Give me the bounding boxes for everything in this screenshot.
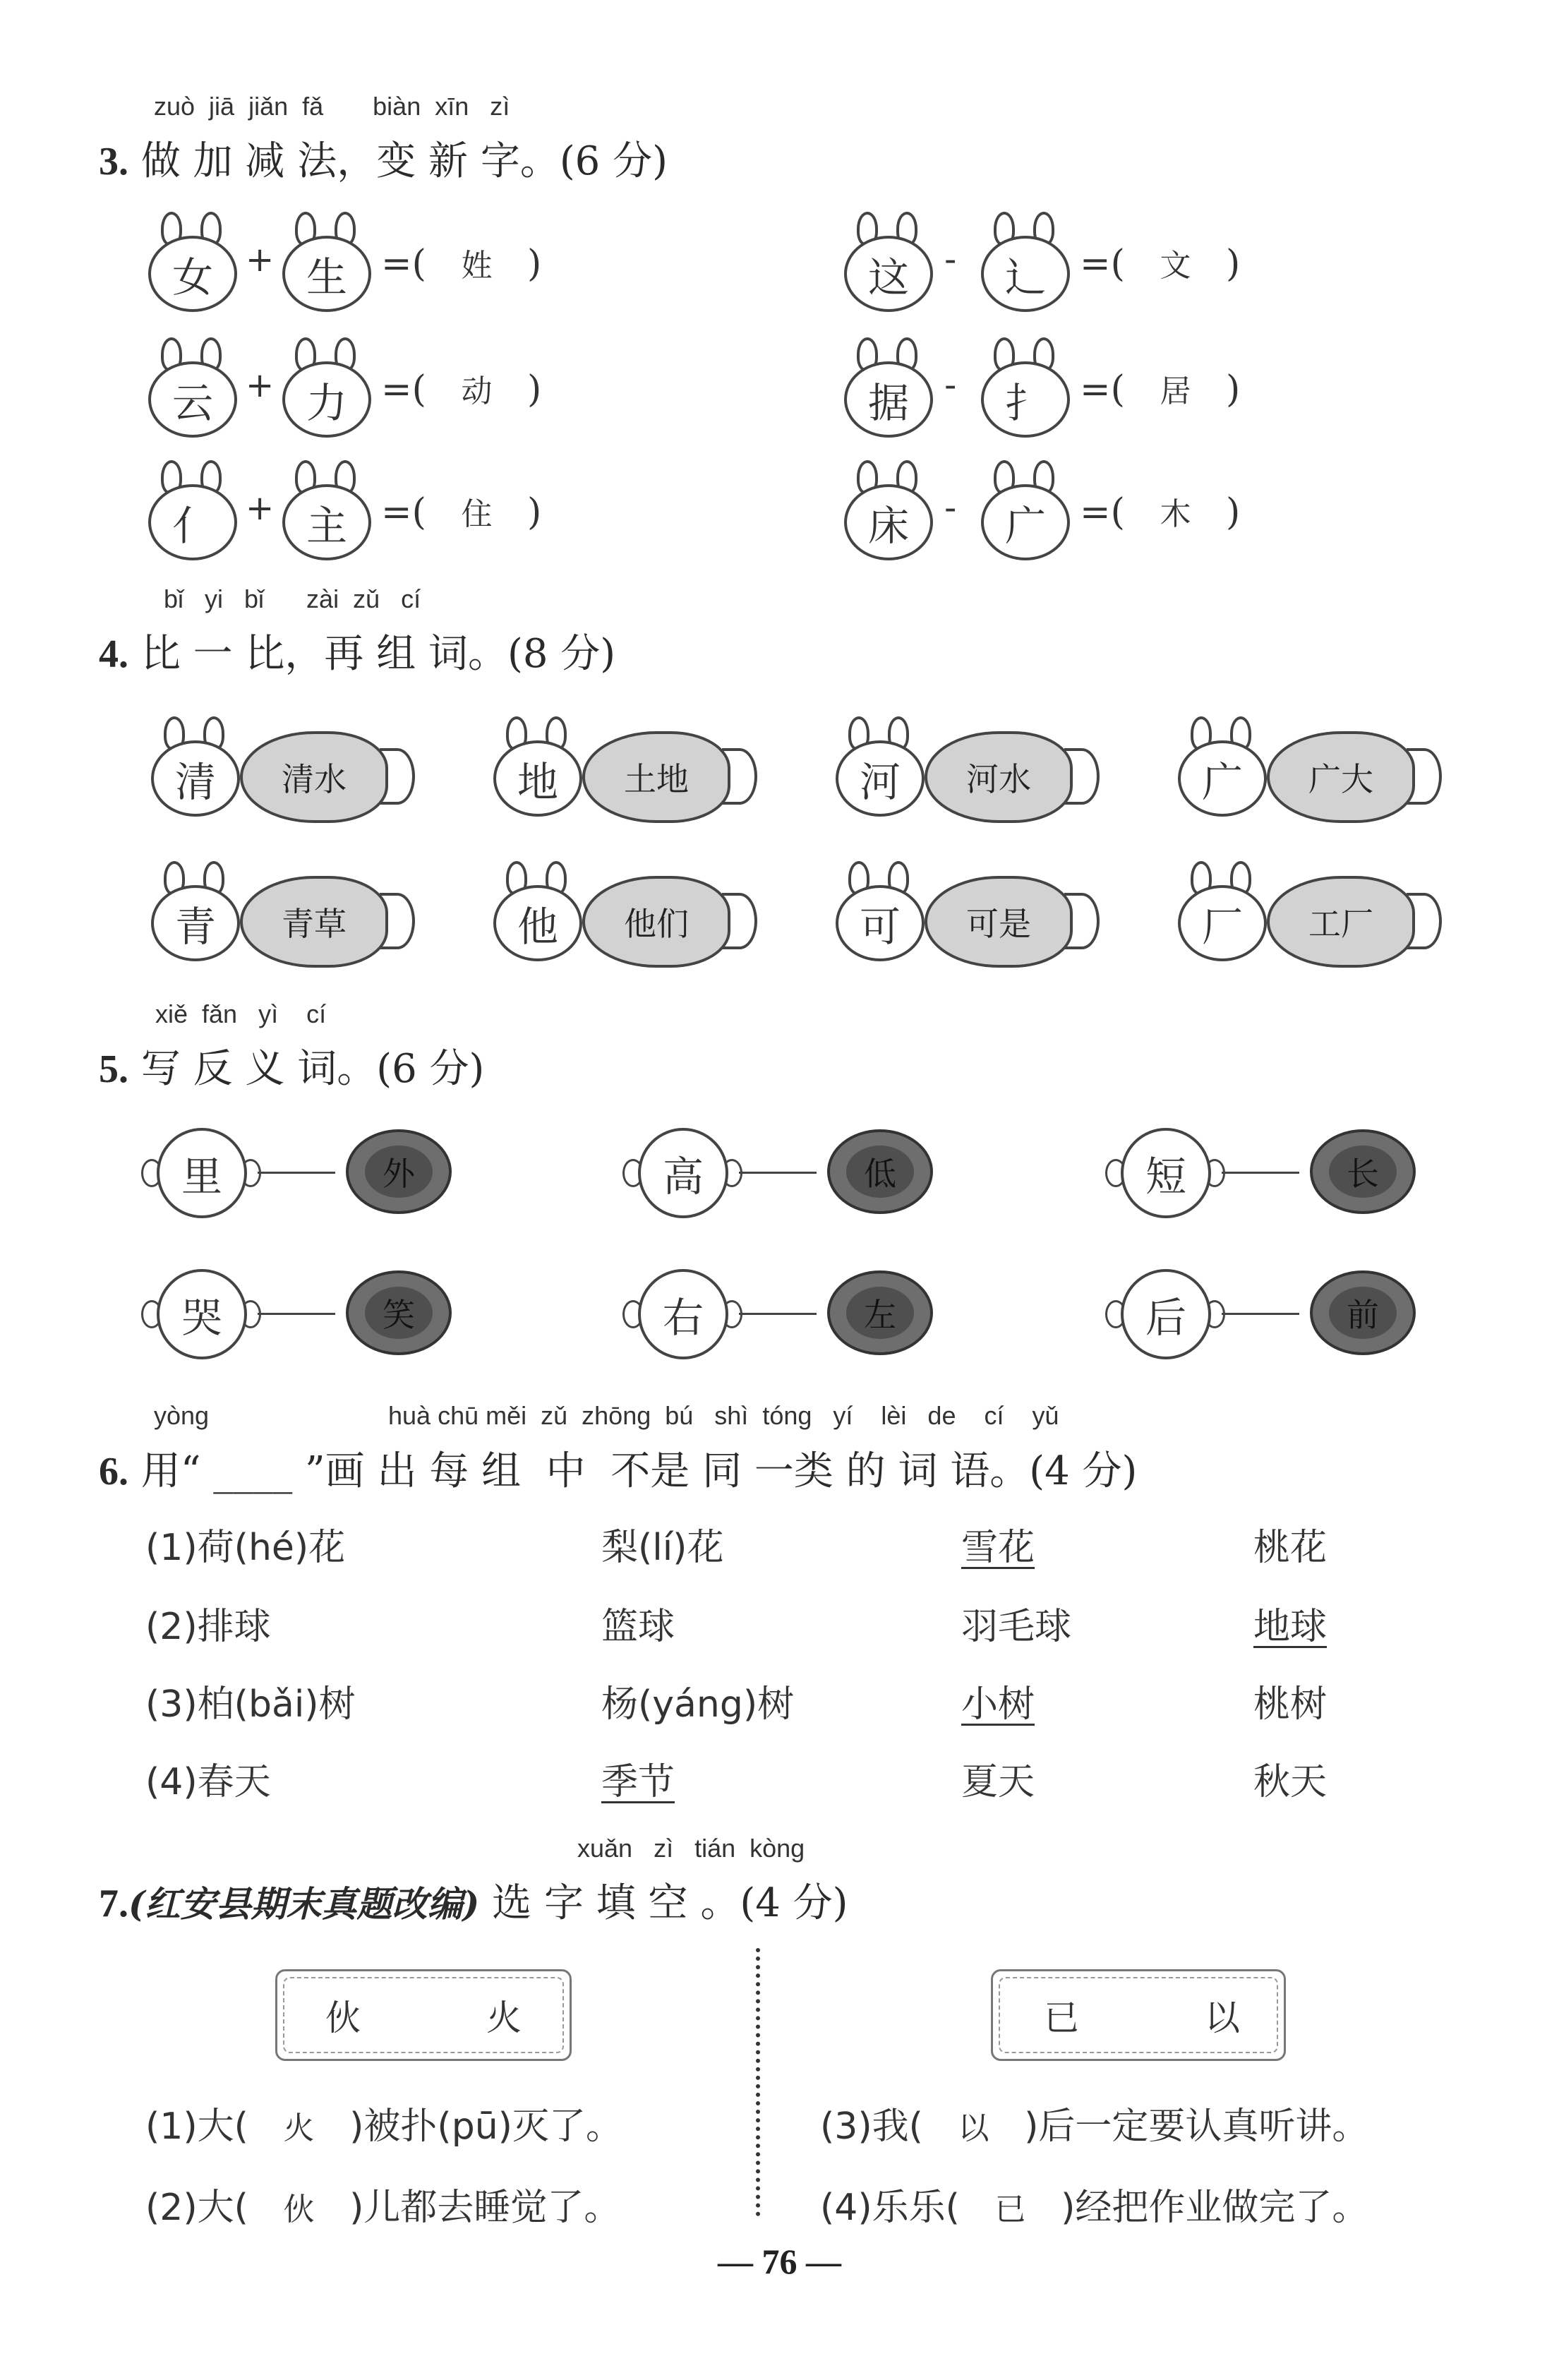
nest-answer-box xyxy=(1310,1270,1416,1355)
option: 梨(lí)花 xyxy=(601,1527,724,1569)
answer: 动 xyxy=(461,373,493,409)
q5-title: 写 反 义 词。(6 分) xyxy=(140,1046,485,1092)
q7-pinyin: xuǎn zì tián kòng xyxy=(577,1834,805,1863)
q5-heading xyxy=(99,1038,484,1094)
q3-number: 3. xyxy=(99,140,128,184)
word-answer: 他们 xyxy=(582,876,730,968)
option: (4)春天 xyxy=(145,1761,271,1803)
q3-heading xyxy=(99,130,668,186)
q6-number: 6. xyxy=(99,1450,128,1493)
option: 秋天 xyxy=(1253,1761,1328,1803)
choice-box-right xyxy=(991,1969,1286,2061)
bunny-char-box xyxy=(833,861,932,967)
q7-title: 选 字 填 空 。(4 分) xyxy=(492,1880,848,1926)
base-char: 厂 xyxy=(1178,885,1267,961)
q5-number: 5. xyxy=(99,1047,128,1091)
option: 篮球 xyxy=(601,1606,675,1648)
nest-answer-box xyxy=(1310,1129,1416,1214)
bunny-char-box xyxy=(148,716,247,822)
dotted-divider xyxy=(756,1948,760,2216)
operand-b: 主 xyxy=(282,484,371,560)
nest-answer-box xyxy=(346,1270,452,1355)
operand-a: 云 xyxy=(148,361,237,438)
word-answer: 清水 xyxy=(240,731,388,823)
minus-sign: - xyxy=(944,240,957,280)
antonym-answer: 外 xyxy=(365,1146,433,1198)
bunny-char-box xyxy=(978,212,1077,318)
sentence-text: (1)大( xyxy=(145,2105,248,2148)
connector-dash xyxy=(739,1313,817,1315)
operand-a: 据 xyxy=(844,361,933,438)
sentence-text: (3)我( xyxy=(820,2105,923,2148)
q5-pinyin: xiě fǎn yì cí xyxy=(155,999,327,1028)
word-answer: 工厂 xyxy=(1267,876,1415,968)
answer: 已 xyxy=(994,2192,1026,2228)
connector-dash xyxy=(1222,1313,1299,1315)
base-char: 地 xyxy=(493,740,582,817)
chick-char-box xyxy=(622,1265,742,1364)
bunny-char-box xyxy=(841,460,940,566)
sentence-3 xyxy=(820,2096,1368,2149)
bunny-char-box xyxy=(279,460,378,566)
q4-number: 4. xyxy=(99,632,128,676)
sentence-text: (4)乐乐( xyxy=(820,2187,960,2229)
plus-sign: + xyxy=(246,240,275,280)
antonym-answer: 长 xyxy=(1329,1146,1397,1198)
word-answer: 河水 xyxy=(925,731,1073,823)
base-char: 广 xyxy=(1178,740,1267,817)
base-char: 清 xyxy=(151,740,240,817)
option: (1)荷(hé)花 xyxy=(145,1527,346,1569)
word-answer: 土地 xyxy=(582,731,730,823)
carrot-word-box xyxy=(1267,727,1443,826)
equals-paren: =( 居 ) xyxy=(1080,368,1241,411)
bunny-char-box xyxy=(145,212,244,318)
bunny-char-box xyxy=(978,337,1077,443)
equals-paren: =( 姓 ) xyxy=(381,243,542,285)
operand-b: 生 xyxy=(282,236,371,312)
bunny-char-box xyxy=(1175,861,1274,967)
sentence-1 xyxy=(145,2096,622,2149)
operand-b: 广 xyxy=(981,484,1070,560)
q4-heading xyxy=(99,623,615,679)
sentence-text: )后一定要认真听讲。 xyxy=(1024,2105,1369,2148)
nest-answer-box xyxy=(827,1270,933,1355)
bunny-char-box xyxy=(279,337,378,443)
minus-sign: - xyxy=(944,488,957,528)
minus-sign: - xyxy=(944,366,957,405)
q7-heading xyxy=(99,1872,848,1928)
given-word: 里 xyxy=(157,1128,247,1218)
chick-char-box xyxy=(622,1124,742,1222)
connector-dash xyxy=(739,1172,817,1174)
carrot-word-box xyxy=(1267,872,1443,970)
q6-heading xyxy=(99,1440,1137,1496)
option: 桃花 xyxy=(1253,1527,1328,1569)
word-answer: 青草 xyxy=(240,876,388,968)
operand-a: 床 xyxy=(844,484,933,560)
q4-pinyin: bǐ yi bǐ zài zǔ cí xyxy=(164,584,421,613)
operand-a: 亻 xyxy=(148,484,237,560)
q7-source: (红安县期末真题改编) xyxy=(128,1883,480,1925)
q7-number: 7. xyxy=(99,1882,128,1925)
equals-paren: =( 文 ) xyxy=(1080,243,1241,285)
equals-paren: =( 住 ) xyxy=(381,491,542,534)
sentence-2 xyxy=(145,2177,620,2230)
operand-a: 这 xyxy=(844,236,933,312)
nest-answer-box xyxy=(346,1129,452,1214)
choice-char: 伙 xyxy=(325,1997,361,2038)
sentence-text: )儿都去睡觉了。 xyxy=(349,2187,621,2229)
answer: 住 xyxy=(461,496,493,532)
q3-title: 做 加 减 法，变 新 字。(6 分) xyxy=(140,138,668,184)
chick-char-box xyxy=(1105,1265,1225,1364)
base-char: 河 xyxy=(836,740,925,817)
operand-b: 扌 xyxy=(981,361,1070,438)
choice-char: 已 xyxy=(1044,1997,1079,2038)
answer: 以 xyxy=(958,2110,989,2146)
carrot-word-box xyxy=(240,872,416,970)
chick-char-box xyxy=(141,1124,261,1222)
bunny-char-box xyxy=(1175,716,1274,822)
answer: 文 xyxy=(1160,248,1191,284)
bunny-char-box xyxy=(145,337,244,443)
given-word: 右 xyxy=(638,1269,728,1359)
option: 羽毛球 xyxy=(961,1606,1072,1648)
bunny-char-box xyxy=(279,212,378,318)
option-underlined: 雪花 xyxy=(961,1527,1035,1569)
q6-title: 用“ ____ ”画 出 每 组 中 不是 同 一类 的 词 语。(4 分) xyxy=(140,1448,1138,1494)
q6-pinyin-yong: yòng xyxy=(154,1401,210,1430)
answer: 木 xyxy=(1160,496,1191,532)
antonym-answer: 左 xyxy=(846,1287,914,1339)
base-char: 他 xyxy=(493,885,582,961)
bunny-char-box xyxy=(145,460,244,566)
chick-char-box xyxy=(141,1265,261,1364)
sentence-4 xyxy=(820,2177,1368,2230)
option: (2)排球 xyxy=(145,1606,271,1648)
antonym-answer: 低 xyxy=(846,1146,914,1198)
bunny-char-box xyxy=(490,861,589,967)
carrot-word-box xyxy=(240,727,416,826)
choice-char: 以 xyxy=(1205,1997,1240,2038)
q4-title: 比 一 比，再 组 词。(8 分) xyxy=(140,631,616,677)
bunny-char-box xyxy=(490,716,589,822)
connector-dash xyxy=(1222,1172,1299,1174)
option: (3)柏(bǎi)树 xyxy=(145,1683,356,1726)
bunny-char-box xyxy=(833,716,932,822)
page-number: — 76 — xyxy=(718,2242,841,2281)
given-word: 短 xyxy=(1121,1128,1211,1218)
option: 杨(yáng)树 xyxy=(601,1683,795,1726)
choice-char: 火 xyxy=(486,1997,522,2038)
option: 夏天 xyxy=(961,1761,1035,1803)
connector-dash xyxy=(258,1313,335,1315)
equals-paren: =( 动 ) xyxy=(381,368,542,411)
carrot-word-box xyxy=(582,727,759,826)
answer: 伙 xyxy=(283,2192,315,2228)
bunny-char-box xyxy=(841,212,940,318)
given-word: 哭 xyxy=(157,1269,247,1359)
bunny-char-box xyxy=(841,337,940,443)
plus-sign: + xyxy=(246,366,275,405)
q3-pinyin: zuò jiā jiǎn fǎ biàn xīn zì xyxy=(154,92,510,121)
nest-answer-box xyxy=(827,1129,933,1214)
carrot-word-box xyxy=(925,727,1101,826)
carrot-word-box xyxy=(582,872,759,970)
given-word: 后 xyxy=(1121,1269,1211,1359)
operand-b: 辶 xyxy=(981,236,1070,312)
equals-paren: =( 木 ) xyxy=(1080,491,1241,534)
option-underlined: 地球 xyxy=(1253,1606,1328,1648)
option-underlined: 季节 xyxy=(601,1761,675,1803)
base-char: 青 xyxy=(151,885,240,961)
connector-dash xyxy=(258,1172,335,1174)
carrot-word-box xyxy=(925,872,1101,970)
bunny-char-box xyxy=(148,861,247,967)
option-underlined: 小树 xyxy=(961,1683,1035,1726)
q6-pinyin: huà chū měi zǔ zhōng bú shì tóng yí lèi de cí yǔ xyxy=(388,1401,1059,1430)
chick-char-box xyxy=(1105,1124,1225,1222)
word-answer: 可是 xyxy=(925,876,1073,968)
sentence-text: )经把作业做完了。 xyxy=(1061,2187,1369,2229)
given-word: 高 xyxy=(638,1128,728,1218)
choice-box-left xyxy=(275,1969,572,2061)
antonym-answer: 笑 xyxy=(365,1287,433,1339)
answer: 姓 xyxy=(461,248,493,284)
sentence-text: (2)大( xyxy=(145,2187,248,2229)
answer: 居 xyxy=(1160,373,1191,409)
option: 桃树 xyxy=(1253,1683,1328,1726)
answer: 火 xyxy=(283,2110,315,2146)
operand-b: 力 xyxy=(282,361,371,438)
bunny-char-box xyxy=(978,460,1077,566)
plus-sign: + xyxy=(246,488,275,528)
sentence-text: )被扑(pū)灭了。 xyxy=(349,2105,622,2148)
word-answer: 广大 xyxy=(1267,731,1415,823)
antonym-answer: 前 xyxy=(1329,1287,1397,1339)
base-char: 可 xyxy=(836,885,925,961)
operand-a: 女 xyxy=(148,236,237,312)
